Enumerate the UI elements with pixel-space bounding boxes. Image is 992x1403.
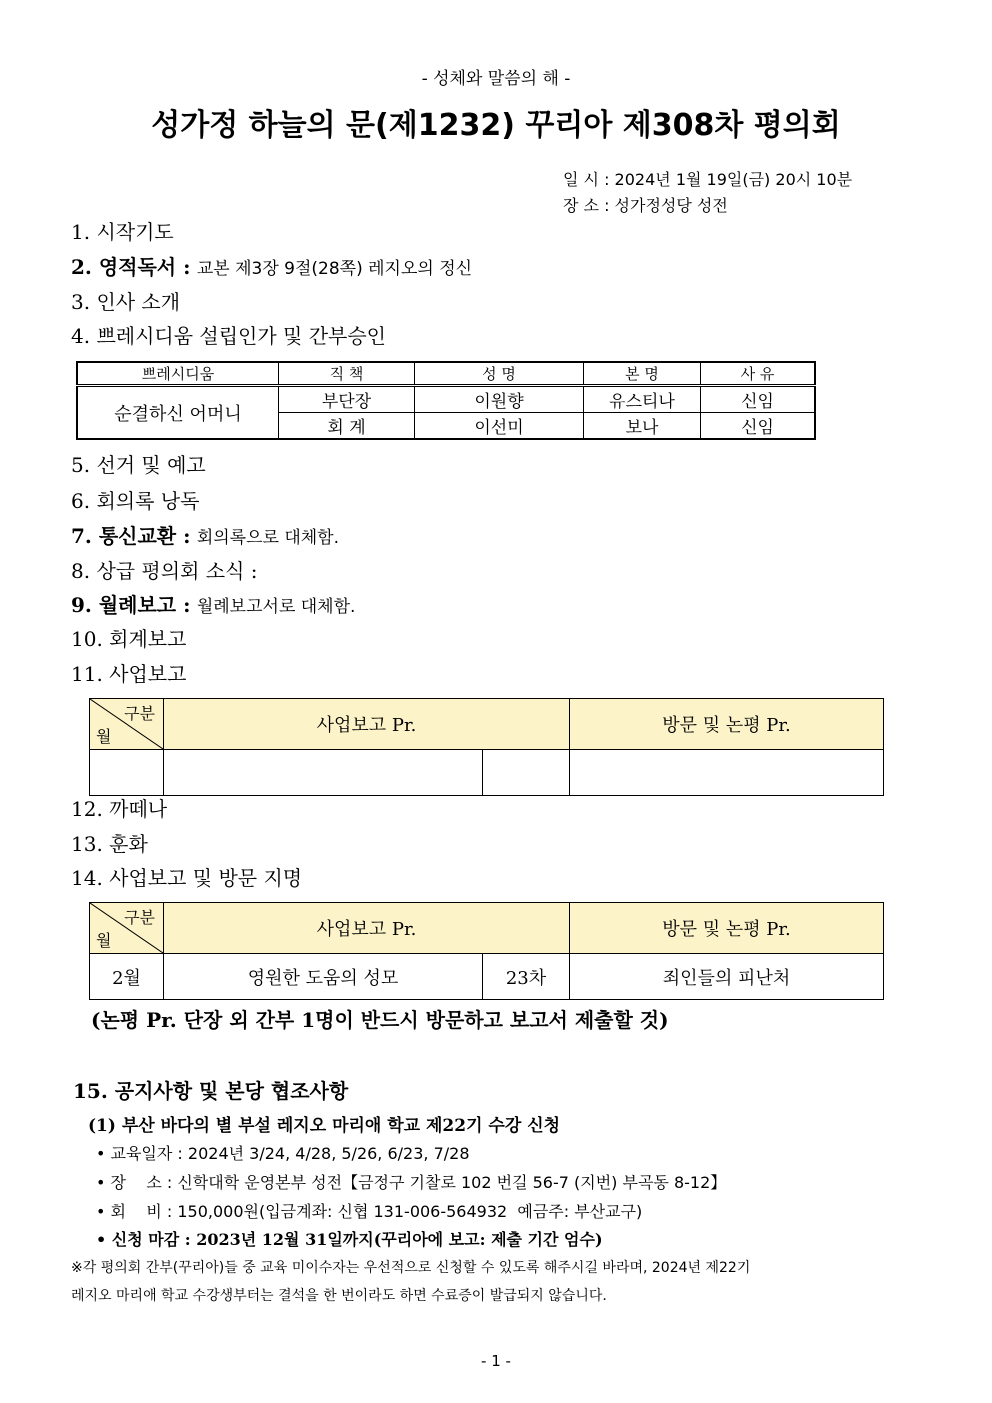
agenda-item-5: 5. 선거 및 예고 bbox=[71, 453, 206, 477]
agenda-item-12: 12. 까떼나 bbox=[71, 797, 168, 821]
agenda-item-2-label: 2. 영적독서 : bbox=[71, 255, 191, 279]
assign-diag-top: 구분 bbox=[124, 908, 155, 927]
approval-header-reason: 사 유 bbox=[701, 362, 816, 386]
approval-header-position: 직 책 bbox=[279, 362, 415, 386]
agenda-item-10: 10. 회계보고 bbox=[71, 627, 187, 651]
agenda-item-7-text: 회의록으로 대체함. bbox=[196, 528, 340, 548]
assign-business-presidium: 영원한 도움의 성모 bbox=[164, 954, 483, 1000]
section-15-sub: (1) 부산 바다의 별 부설 레지오 마리애 학교 제22기 수강 신청 bbox=[88, 1116, 561, 1136]
agenda-item-4: 4. 쁘레시디움 설립인가 및 간부승인 bbox=[71, 324, 386, 348]
agenda-item-7-label: 7. 통신교환 : bbox=[71, 524, 191, 548]
approval-cell: 회 계 bbox=[279, 413, 415, 440]
approval-header-presidium: 쁘레시디움 bbox=[77, 362, 279, 386]
report-header-visit: 방문 및 논평 Pr. bbox=[570, 699, 884, 750]
agenda-item-6: 6. 회의록 낭독 bbox=[71, 489, 200, 513]
agenda-item-9-text: 월례보고서로 대체함. bbox=[196, 597, 356, 617]
page-number: - 1 - bbox=[481, 1352, 511, 1370]
meeting-place: 장 소 : 성가정성당 성전 bbox=[563, 196, 728, 215]
assign-header-visit: 방문 및 논평 Pr. bbox=[570, 903, 884, 954]
visit-note: (논평 Pr. 단장 외 간부 1명이 반드시 방문하고 보고서 제출할 것) bbox=[91, 1008, 669, 1032]
report-diag-bottom: 월 bbox=[96, 727, 112, 746]
report-cell bbox=[90, 750, 164, 796]
report-cell bbox=[483, 750, 570, 796]
assignment-table bbox=[89, 902, 884, 1000]
agenda-item-2 bbox=[71, 251, 472, 280]
agenda-item-14: 14. 사업보고 및 방문 지명 bbox=[71, 866, 303, 890]
agenda-item-13: 13. 훈화 bbox=[71, 832, 148, 856]
approval-cell: 신임 bbox=[701, 386, 816, 413]
report-table bbox=[89, 698, 884, 796]
agenda-item-9-label: 9. 월례보고 : bbox=[71, 593, 191, 617]
report-diag-top: 구분 bbox=[124, 704, 155, 723]
approval-cell: 보나 bbox=[584, 413, 701, 440]
approval-table bbox=[76, 361, 816, 440]
approval-cell: 신임 bbox=[701, 413, 816, 440]
report-header-business: 사업보고 Pr. bbox=[164, 699, 570, 750]
report-cell bbox=[164, 750, 483, 796]
page-title: 성가정 하늘의 문(제1232) 꾸리아 제308차 평의회 bbox=[151, 108, 841, 143]
assign-header-business: 사업보고 Pr. bbox=[164, 903, 570, 954]
agenda-item-11: 11. 사업보고 bbox=[71, 662, 187, 686]
bullet-deadline: • 신청 마감 : 2023년 12월 31일까지(꾸리아에 보고: 제출 기간 엄수) bbox=[96, 1230, 603, 1249]
report-cell bbox=[570, 750, 884, 796]
footnote-line-1: ※각 평의회 간부(꾸리아)들 중 교육 미이수자는 우선적으로 신청할 수 있도록 해주시길 바라며, 2024년 제22기 bbox=[71, 1260, 751, 1276]
agenda-item-9 bbox=[71, 589, 355, 618]
approval-cell: 이원향 bbox=[415, 386, 584, 413]
assign-visit-presidium: 죄인들의 피난처 bbox=[570, 954, 884, 1000]
approval-cell: 이선미 bbox=[415, 413, 584, 440]
approval-header-name: 성 명 bbox=[415, 362, 584, 386]
assign-diag-bottom: 월 bbox=[96, 931, 112, 950]
bullet-location: • 장 소 : 신학대학 운영본부 성전【금정구 기찰로 102 번길 56-7 (지번) 부곡동 8-12】 bbox=[96, 1173, 727, 1192]
approval-header-baptismal-name: 본 명 bbox=[584, 362, 701, 386]
agenda-item-8: 8. 상급 평의회 소식 : bbox=[71, 559, 258, 583]
approval-presidium-name: 순결하신 어머니 bbox=[77, 386, 279, 440]
meeting-datetime: 일 시 : 2024년 1월 19일(금) 20시 10분 bbox=[563, 170, 853, 189]
section-15-title: 15. 공지사항 및 본당 협조사항 bbox=[73, 1079, 349, 1103]
agenda-item-7 bbox=[71, 520, 339, 549]
bullet-fee: • 회 비 : 150,000원(입금계좌: 신협 131-006-564932 예금주: 부산교구) bbox=[96, 1202, 643, 1221]
assign-diag-header bbox=[90, 903, 164, 954]
approval-cell: 부단장 bbox=[279, 386, 415, 413]
footnote-line-2: 레지오 마리애 학교 수강생부터는 결석을 한 번이라도 하면 수료증이 발급되지 않습니다. bbox=[71, 1288, 607, 1304]
report-diag-header bbox=[90, 699, 164, 750]
assign-month: 2월 bbox=[90, 954, 164, 1000]
agenda-item-1: 1. 시작기도 bbox=[71, 220, 174, 244]
agenda-item-2-text: 교본 제3장 9절(28쪽) 레지오의 정신 bbox=[196, 259, 473, 279]
agenda-item-3: 3. 인사 소개 bbox=[71, 290, 181, 314]
approval-cell: 유스티나 bbox=[584, 386, 701, 413]
page-subtitle: - 성체와 말씀의 해 - bbox=[421, 69, 571, 89]
assign-session: 23차 bbox=[483, 954, 570, 1000]
bullet-education-dates: • 교육일자 : 2024년 3/24, 4/28, 5/26, 6/23, 7/28 bbox=[96, 1144, 470, 1163]
